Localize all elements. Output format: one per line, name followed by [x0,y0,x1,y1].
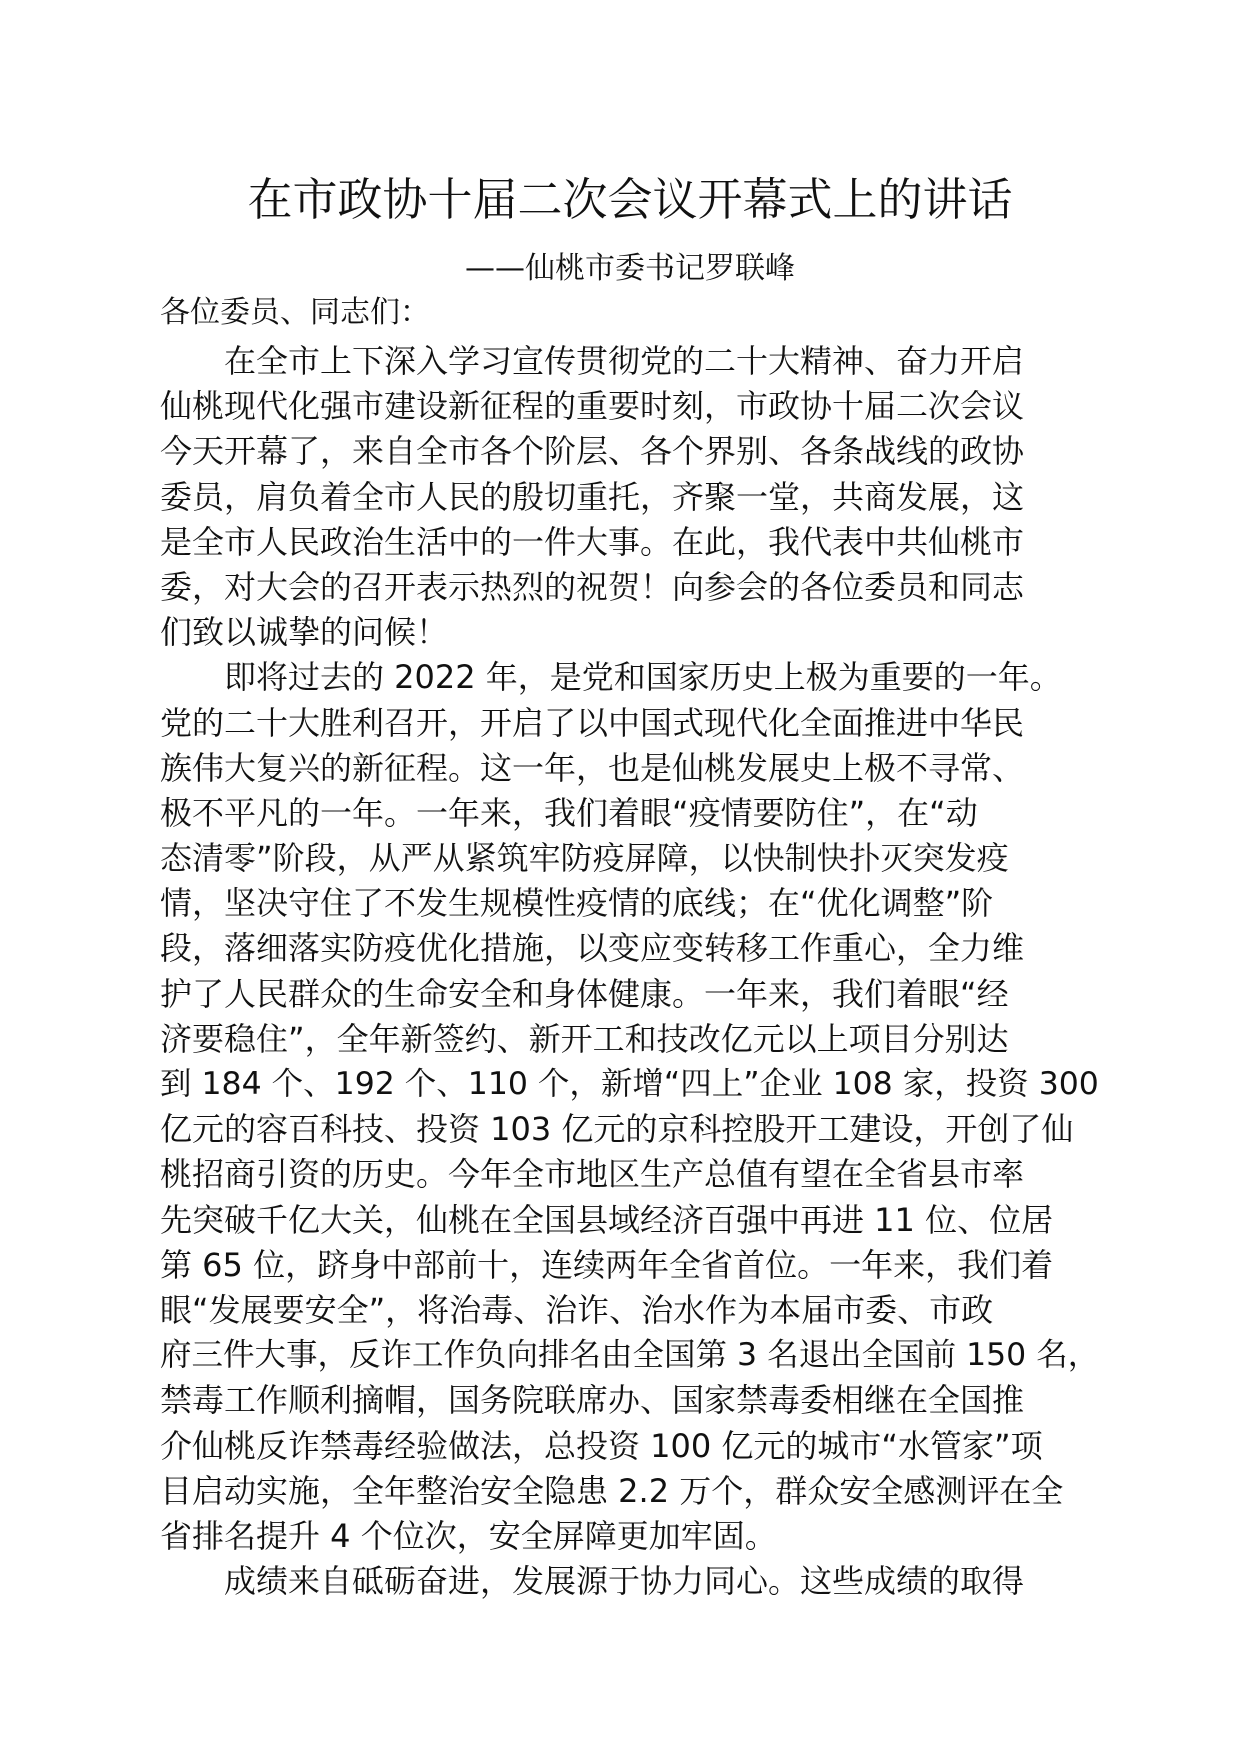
salutation: 各位委员、同志们： [160,295,430,330]
paragraph-line: 省排名提升 4 个位次，安全屏障更加牢固。 [160,1516,777,1555]
document-page [160,0,1100,1754]
paragraph-line: 目启动实施，全年整治安全隐患 2.2 万个，群众安全感测评在全 [160,1471,1064,1510]
paragraph-line: 党的二十大胜利召开，开启了以中国式现代化全面推进中华民 [160,703,1025,742]
document-body [160,339,1100,1604]
paragraph-line: 今天开幕了，来自全市各个阶层、各个界别、各条战线的政协 [160,432,1025,471]
paragraph [160,1559,1100,1604]
paragraph-line: 仙桃现代化强市建设新征程的重要时刻，市政协十届二次会议 [160,387,1025,426]
paragraph-line: 护了人民群众的生命安全和身体健康。一年来，我们着眼“经 [160,974,1009,1013]
paragraph-line: 到 184 个、192 个、110 个，新增“四上”企业 108 家，投资 300 [160,1066,1099,1102]
paragraph-line: 禁毒工作顺利摘帽，国务院联席办、国家禁毒委相继在全国推 [160,1381,1025,1420]
paragraph-line: 族伟大复兴的新征程。这一年，也是仙桃发展史上极不寻常、 [160,748,1025,787]
paragraph-line: 眼“发展要安全”，将治毒、治诈、治水作为本届市委、市政 [160,1290,994,1329]
paragraph-line: 们致以诚挚的问候！ [160,613,449,652]
paragraph-line: 极不平凡的一年。一年来，我们着眼“疫情要防住”，在“动 [160,793,978,832]
paragraph [160,339,1100,655]
paragraph-line: 济要稳住”，全年新签约、新开工和技改亿元以上项目分别达 [160,1019,1009,1058]
paragraph-line: 亿元的容百科技、投资 103 亿元的京科控股开工建设，开创了仙 [160,1110,1074,1149]
document-subtitle: ——仙桃市委书记罗联峰 [465,251,795,286]
paragraph-line: 委，对大会的召开表示热烈的祝贺！向参会的各位委员和同志 [160,567,1025,606]
paragraph-line: 态清零”阶段，从严从紧筑牢防疫屏障，以快制快扑灭突发疫 [160,839,1009,878]
paragraph-line: 介仙桃反诈禁毒经验做法，总投资 100 亿元的城市“水管家”项 [160,1426,1043,1465]
paragraph-line: 府三件大事，反诈工作负向排名由全国第 3 名退出全国前 150 名， [160,1337,1100,1374]
paragraph-line: 桃招商引资的历史。今年全市地区生产总值有望在全省县市率 [160,1155,1025,1194]
paragraph-line: 先突破千亿大关，仙桃在全国县域经济百强中再进 11 位、位居 [160,1200,1054,1239]
paragraph-line: 第 65 位，跻身中部前十，连续两年全省首位。一年来，我们着 [160,1245,1054,1284]
paragraph-line: 在全市上下深入学习宣传贯彻党的二十大精神、奋力开启 [224,342,1025,380]
paragraph-line: 段，落细落实防疫优化措施，以变应变转移工作重心，全力维 [160,929,1025,968]
paragraph-line: 是全市人民政治生活中的一件大事。在此，我代表中共仙桃市 [160,522,1025,561]
paragraph [160,655,1100,1559]
document-title: 在市政协十届二次会议开幕式上的讲话 [247,173,1013,226]
paragraph-line: 成绩来自砥砺奋进，发展源于协力同心。这些成绩的取得 [224,1562,1025,1601]
paragraph-line: 委员，肩负着全市人民的殷切重托，齐聚一堂，共商发展，这 [160,477,1025,516]
paragraph-line: 即将过去的 2022 年，是党和国家历史上极为重要的一年。 [224,658,1062,697]
paragraph-line: 情，坚决守住了不发生规模性疫情的底线；在“优化调整”阶 [160,884,994,923]
